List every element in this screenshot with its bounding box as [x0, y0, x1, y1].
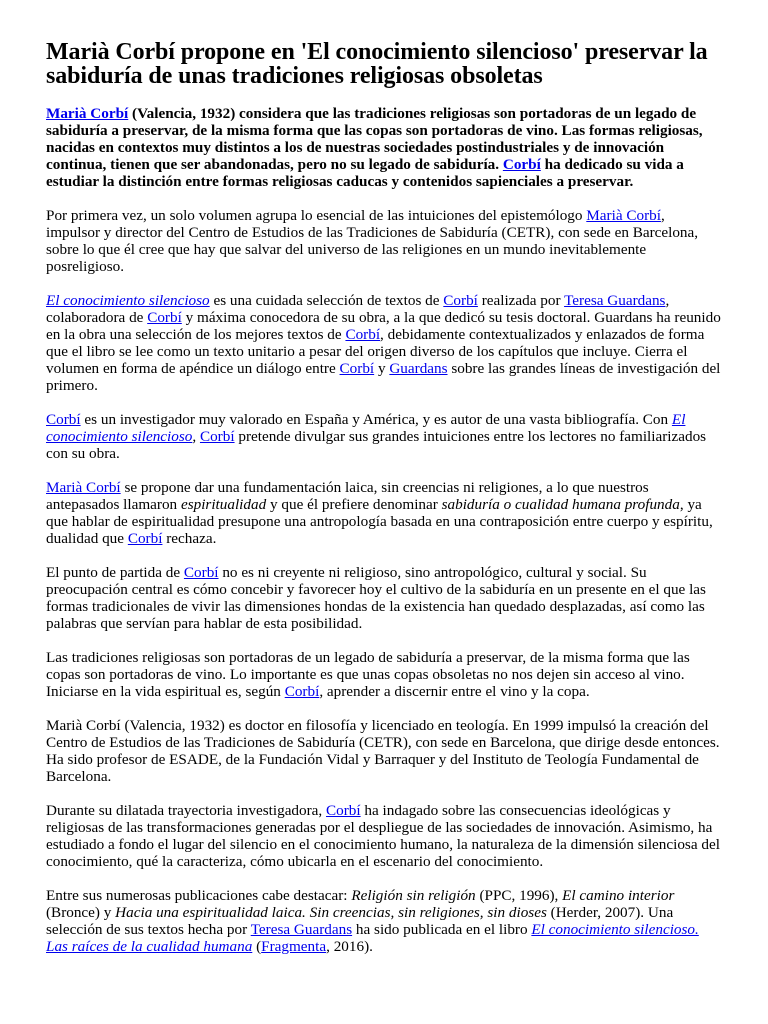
text: sobre las grandes líneas de investigación del primero.	[46, 360, 721, 394]
link-corbi[interactable]: Corbí	[284, 683, 320, 700]
link-author[interactable]: Marià Corbí	[586, 207, 661, 224]
text: , impulsor y director del Centro de Estudios de las Tradiciones de Sabiduría (CETR), con sede en Barcelona, sobre lo que él cree que hay que salvar del universo de las religiones en un mundo inevitablemente posreligioso.	[46, 207, 699, 275]
text: rechaza.	[162, 530, 217, 547]
text: ha indagado sobre las consecuencias ideológicas y religiosas de las transformaciones generadas por el despliegue de las sociedades de innovación. Asimismo, ha estudiado a fondo el lugar del silencio en el conocimiento humano, la naturaleza de la dimensión silenciosa del conocimiento, qué la caracteriza, cómo ubicarla en el escenario del conocimiento.	[46, 802, 720, 870]
link-guardans[interactable]: Guardans	[389, 360, 448, 377]
link-corbi[interactable]: Corbí	[199, 428, 235, 445]
paragraph-9	[46, 802, 722, 870]
text: , debidamente contextualizados y enlazados de forma que el libro se lee como un texto unitario a pesar del origen diverso de los capítulos que incluye. Cierra el volumen en forma de apéndice un diálogo entre	[46, 326, 705, 377]
text: Entre sus numerosas publicaciones cabe destacar:	[46, 887, 352, 904]
paragraph-10	[46, 887, 722, 955]
text: es un investigador muy valorado en España y América, y es autor de una vasta bibliografía. Con	[80, 411, 672, 428]
text: ,	[192, 428, 200, 445]
paragraph-6	[46, 564, 722, 632]
text: El punto de partida de	[46, 564, 184, 581]
text: es una cuidada selección de textos de	[209, 292, 444, 309]
text: (Valencia, 1932) considera que las tradiciones religiosas son portadoras de un legado de sabiduría a preservar, de la misma forma que las copas son portadoras de vino. Las formas religiosas, nacidas en contextos muy distintos a los de nuestras sociedades postindustriales y de innovación continua, tienen que ser abandonadas, pero no su legado de sabiduría.	[46, 105, 703, 173]
text: no es ni creyente ni religioso, sino antropológico, cultural y social. Su preocupación central es cómo concebir y favorecer hoy el cultivo de la sabiduría en un presente en el que las formas tradicionales de vivir las dimensiones hondas de la existencia han quedado desplazadas, así como las palabras que servían para hablar de esta posibilidad.	[46, 564, 706, 632]
link-author[interactable]: Marià Corbí	[46, 105, 129, 122]
paragraph-7	[46, 649, 722, 700]
text: pretende divulgar sus grandes intuiciones entre los lectores no familiarizados con su obra.	[46, 428, 707, 462]
link-guardans[interactable]: Teresa Guardans	[564, 292, 666, 309]
text: , aprender a discernir entre el vino y la copa.	[319, 683, 590, 700]
link-author[interactable]: Marià Corbí	[46, 479, 121, 496]
book-title: El conocimiento silencioso	[46, 292, 210, 309]
text: y máxima conocedora de su obra, a la que dedicó su tesis doctoral. Guardans ha reunido en la obra una selección de los mejores textos de	[46, 309, 721, 343]
text: , 2016).	[326, 938, 373, 955]
link-book[interactable]	[46, 292, 210, 309]
book-title: El conocimiento silencioso	[46, 411, 686, 445]
link-corbi[interactable]: Corbí	[127, 530, 163, 547]
text: ha dedicado su vida a estudiar la distinción entre formas religiosas caducas y contenidos sapienciales a preservar.	[46, 156, 684, 190]
link-corbi[interactable]: Corbí	[147, 309, 182, 326]
text: (Herder, 2007). Una selección de sus textos hecha por	[46, 904, 674, 938]
text: Por primera vez, un solo volumen agrupa lo esencial de las intuiciones del epistemólogo	[46, 207, 587, 224]
text: ha sido publicada en el libro	[352, 921, 532, 938]
link-corbi[interactable]: Corbí	[326, 802, 361, 819]
page-title: Marià Corbí propone en 'El conocimiento silencioso' preservar la sabiduría de unas tradiciones religiosas obsoletas	[46, 39, 708, 89]
text: se propone dar una fundamentación laica, sin creencias ni religiones, a lo que nuestros antepasados llamaron	[46, 479, 649, 513]
text: , colaboradora de	[46, 292, 670, 326]
link-corbi[interactable]: Corbí	[502, 156, 541, 173]
lead-paragraph	[46, 105, 722, 190]
paragraph-3	[46, 292, 722, 394]
link-corbi[interactable]: Corbí	[46, 411, 81, 428]
text: realizada por	[477, 292, 565, 309]
link-guardans[interactable]: Teresa Guardans	[250, 921, 353, 938]
paragraph-2	[46, 207, 722, 275]
link-corbi[interactable]: Corbí	[339, 360, 375, 377]
paragraph-5	[46, 479, 722, 547]
text: Las tradiciones religiosas son portadoras de un legado de sabiduría a preservar, de la misma forma que las copas son portadoras de vino. Lo importante es que unas copas obsoletas no nos dejen sin acceso al vino. Iniciarse en la vida espiritual es, según	[46, 649, 690, 700]
emphasis: Religión sin religión	[351, 887, 476, 904]
text: (PPC, 1996),	[475, 887, 563, 904]
text: , ya que hablar de espiritualidad presupone una antropología basada en una contraposición entre cuerpo y espíritu, dualidad que	[46, 496, 713, 547]
link-corbi[interactable]: Corbí	[443, 292, 478, 309]
emphasis: El camino interior	[562, 887, 675, 904]
emphasis: Hacia una espiritualidad laica. Sin creencias, sin religiones, sin dioses	[115, 904, 547, 921]
link-fragmenta[interactable]: Fragmenta	[261, 938, 327, 955]
link-corbi[interactable]: Corbí	[183, 564, 219, 581]
link-corbi[interactable]: Corbí	[345, 326, 381, 343]
text: (Bronce) y	[46, 904, 116, 921]
text: (	[252, 938, 262, 955]
paragraph-8	[46, 717, 722, 785]
book-title: El conocimiento silencioso. Las raíces de la cualidad humana	[46, 921, 699, 955]
text: Durante su dilatada trayectoria investigadora,	[46, 802, 327, 819]
paragraph-4	[46, 411, 722, 462]
text: y que él prefiere denominar	[266, 496, 442, 513]
emphasis: sabiduría o cualidad humana profunda	[441, 496, 680, 513]
emphasis: espiritualidad	[180, 496, 267, 513]
text: Marià Corbí (Valencia, 1932) es doctor en filosofía y licenciado en teología. En 1999 impulsó la creación del Centro de Estudios de las Tradiciones de Sabiduría (CETR), con sede en Barcelona, que dirige desde entonces. Ha sido profesor de ESADE, de la Fundación Vidal y Barraquer y del Instituto de Teología Fundamental de Barcelona.	[46, 717, 720, 785]
text: y	[374, 360, 390, 377]
